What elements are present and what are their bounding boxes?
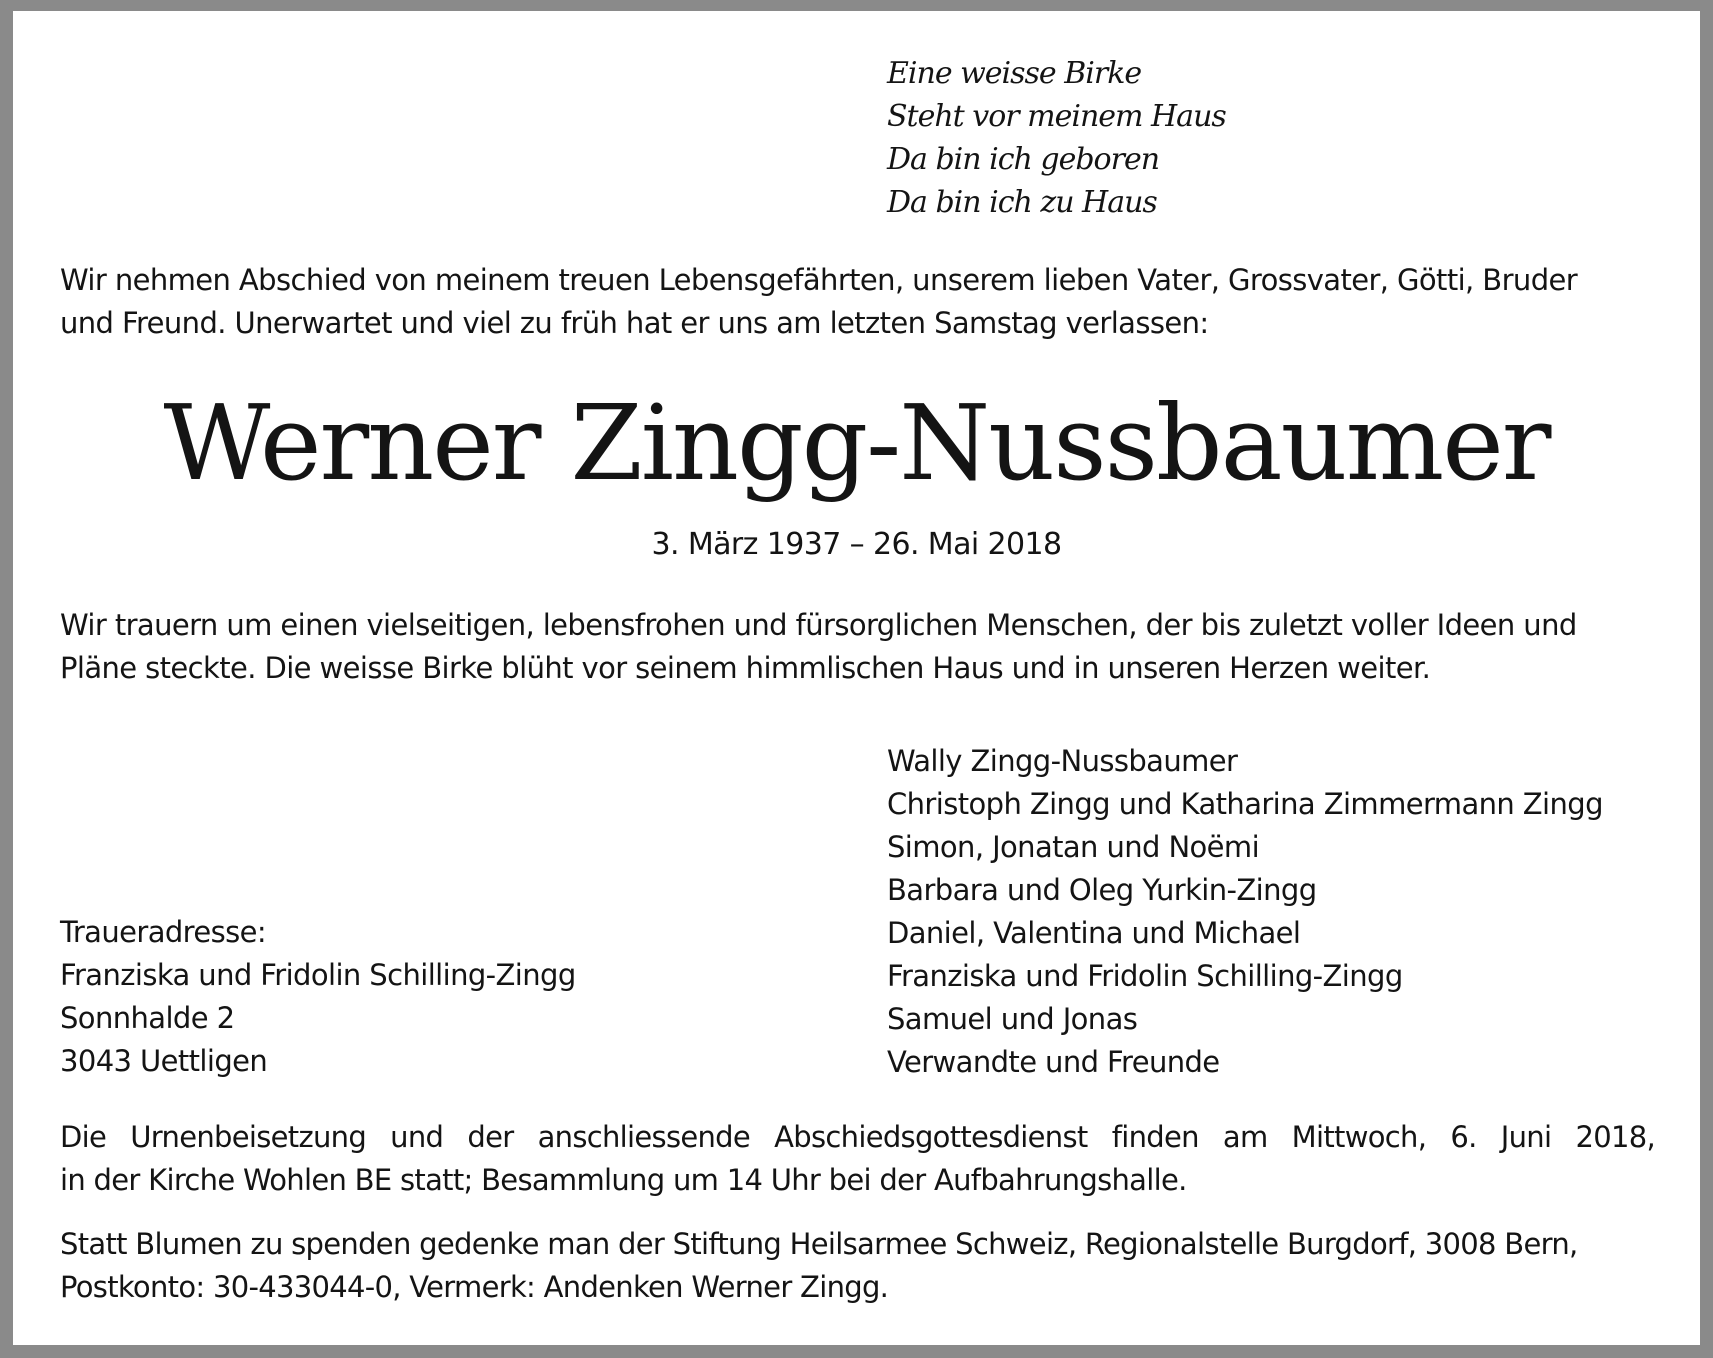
poem-line: Da bin ich geboren xyxy=(887,142,1160,177)
funeral-line: Die Urnenbeisetzung und der anschliessende Abschiedsgottesdienst finden am Mittwoch, 6. Juni 2018, xyxy=(60,1120,1655,1154)
poem-verse xyxy=(887,52,1226,224)
mourning-address xyxy=(60,911,576,1083)
mourning-paragraph xyxy=(60,604,1655,690)
poem-line: Eine weisse Birke xyxy=(887,56,1142,91)
funeral-paragraph xyxy=(60,1116,1655,1202)
address-line: Sonnhalde 2 xyxy=(60,1001,235,1035)
intro-line: Wir nehmen Abschied von meinem treuen Lebensgefährten, unserem lieben Vater, Grossvater, Götti, Bruder xyxy=(60,263,1578,297)
address-line: 3043 Uettligen xyxy=(60,1044,268,1078)
address-label: Traueradresse: xyxy=(60,915,267,949)
donation-paragraph xyxy=(60,1223,1655,1309)
donation-line: Postkonto: 30-433044-0, Vermerk: Andenken Werner Zingg. xyxy=(60,1270,889,1304)
mourning-line: Wir trauern um einen vielseitigen, lebensfrohen und fürsorglichen Menschen, der bis zuletzt voller Ideen und xyxy=(60,608,1577,642)
address-line: Franziska und Fridolin Schilling-Zingg xyxy=(60,958,576,992)
mourner-entry: Christoph Zingg und Katharina Zimmermann Zingg xyxy=(887,787,1603,821)
poem-line: Steht vor meinem Haus xyxy=(887,99,1226,134)
mourning-line: Pläne steckte. Die weisse Birke blüht vor seinem himmlischen Haus und in unseren Herzen weiter. xyxy=(60,651,1431,685)
deceased-name: Werner Zingg-Nussbaumer xyxy=(163,382,1550,504)
mourner-entry: Daniel, Valentina und Michael xyxy=(887,916,1301,950)
funeral-line: in der Kirche Wohlen BE statt; Besammlung um 14 Uhr bei der Aufbahrungshalle. xyxy=(60,1163,1187,1197)
obituary-notice xyxy=(13,11,1700,1345)
intro-paragraph xyxy=(60,259,1655,345)
mourner-entry: Verwandte und Freunde xyxy=(887,1045,1220,1079)
mourner-entry: Simon, Jonatan und Noëmi xyxy=(887,830,1260,864)
mourner-entry: Barbara und Oleg Yurkin-Zingg xyxy=(887,873,1317,907)
mourner-entry: Franziska und Fridolin Schilling-Zingg xyxy=(887,959,1403,993)
poem-line: Da bin ich zu Haus xyxy=(887,185,1157,220)
mourners-list xyxy=(887,740,1603,1084)
mourner-entry: Samuel und Jonas xyxy=(887,1002,1138,1036)
mourner-entry: Wally Zingg-Nussbaumer xyxy=(887,744,1238,778)
life-dates: 3. März 1937 – 26. Mai 2018 xyxy=(651,527,1062,562)
intro-line: und Freund. Unerwartet und viel zu früh hat er uns am letzten Samstag verlassen: xyxy=(60,306,1209,340)
donation-line: Statt Blumen zu spenden gedenke man der Stiftung Heilsarmee Schweiz, Regionalstelle Burgdorf, 3008 Bern, xyxy=(60,1227,1578,1261)
